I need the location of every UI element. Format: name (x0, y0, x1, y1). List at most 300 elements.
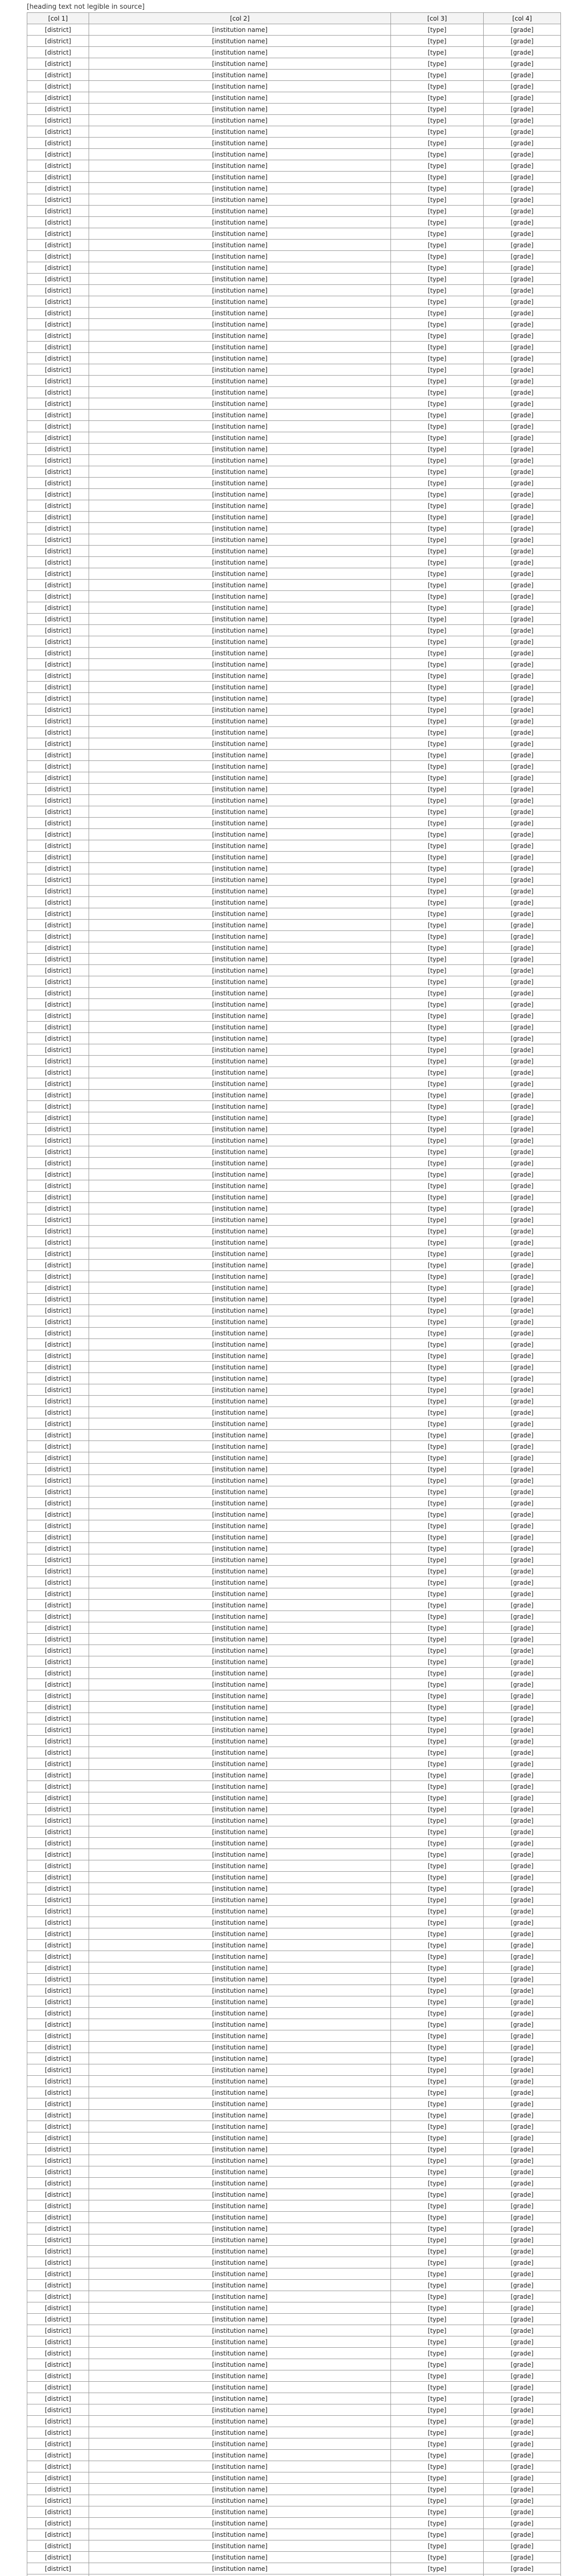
cell-district: [district] (27, 1826, 89, 1838)
cell-grade: [grade] (484, 1724, 561, 1736)
cell-district: [district] (27, 330, 89, 342)
table-row (27, 750, 561, 761)
cell-district: [district] (27, 750, 89, 761)
cell-institution-name: [institution name] (89, 1214, 391, 1226)
table-row (27, 874, 561, 886)
cell-grade: [grade] (484, 772, 561, 784)
cell-grade: [grade] (484, 1713, 561, 1724)
cell-institution-name: [institution name] (89, 1418, 391, 1430)
cell-institution-type: [type] (391, 1407, 484, 1418)
cell-institution-name: [institution name] (89, 432, 391, 444)
cell-grade: [grade] (484, 285, 561, 296)
cell-institution-type: [type] (391, 2484, 484, 2495)
cell-grade: [grade] (484, 2325, 561, 2336)
cell-institution-type: [type] (391, 1747, 484, 1758)
cell-district: [district] (27, 217, 89, 228)
cell-institution-name: [institution name] (89, 1328, 391, 1339)
cell-district: [district] (27, 478, 89, 489)
cell-grade: [grade] (484, 296, 561, 308)
cell-district: [district] (27, 988, 89, 999)
table-row (27, 1214, 561, 1226)
table-row (27, 1316, 561, 1328)
cell-district: [district] (27, 2540, 89, 2552)
cell-district: [district] (27, 1339, 89, 1350)
table-row (27, 1974, 561, 1985)
cell-institution-name: [institution name] (89, 614, 391, 625)
cell-district: [district] (27, 2450, 89, 2461)
table-row (27, 1781, 561, 1792)
cell-grade: [grade] (484, 648, 561, 659)
cell-institution-name: [institution name] (89, 534, 391, 546)
cell-grade: [grade] (484, 682, 561, 693)
cell-institution-name: [institution name] (89, 965, 391, 976)
cell-institution-type: [type] (391, 1940, 484, 1951)
cell-institution-type: [type] (391, 2563, 484, 2574)
table-row (27, 1078, 561, 1090)
cell-institution-type: [type] (391, 2438, 484, 2450)
cell-institution-name: [institution name] (89, 1634, 391, 1645)
cell-institution-name: [institution name] (89, 1974, 391, 1985)
cell-grade: [grade] (484, 2212, 561, 2223)
table-row (27, 2246, 561, 2257)
table-row (27, 2098, 561, 2110)
cell-institution-type: [type] (391, 2223, 484, 2234)
cell-institution-type: [type] (391, 1316, 484, 1328)
cell-grade: [grade] (484, 704, 561, 716)
cell-grade: [grade] (484, 92, 561, 104)
cell-institution-type: [type] (391, 1237, 484, 1248)
cell-district: [district] (27, 2121, 89, 2132)
cell-grade: [grade] (484, 1112, 561, 1124)
cell-institution-type: [type] (391, 2200, 484, 2212)
cell-institution-name: [institution name] (89, 240, 391, 251)
cell-institution-type: [type] (391, 1464, 484, 1475)
cell-district: [district] (27, 1985, 89, 1996)
cell-institution-name: [institution name] (89, 421, 391, 432)
cell-institution-name: [institution name] (89, 1441, 391, 1452)
cell-grade: [grade] (484, 2472, 561, 2484)
cell-grade: [grade] (484, 1384, 561, 1396)
cell-institution-name: [institution name] (89, 1180, 391, 1192)
cell-institution-type: [type] (391, 1305, 484, 1316)
cell-grade: [grade] (484, 1838, 561, 1849)
table-row (27, 2178, 561, 2189)
cell-institution-name: [institution name] (89, 1339, 391, 1350)
cell-grade: [grade] (484, 2393, 561, 2404)
table-row (27, 1044, 561, 1056)
table-row (27, 1135, 561, 1146)
table-row (27, 523, 561, 534)
cell-institution-name: [institution name] (89, 2200, 391, 2212)
cell-district: [district] (27, 840, 89, 852)
cell-institution-name: [institution name] (89, 1577, 391, 1588)
cell-institution-type: [type] (391, 217, 484, 228)
table-row (27, 1056, 561, 1067)
table-row (27, 1090, 561, 1101)
cell-institution-type: [type] (391, 1804, 484, 1815)
cell-institution-name: [institution name] (89, 1010, 391, 1022)
cell-grade: [grade] (484, 2144, 561, 2155)
table-row (27, 1679, 561, 1690)
cell-institution-name: [institution name] (89, 693, 391, 704)
cell-institution-name: [institution name] (89, 500, 391, 512)
table-row (27, 2552, 561, 2563)
cell-institution-name: [institution name] (89, 92, 391, 104)
cell-institution-type: [type] (391, 1112, 484, 1124)
cell-institution-name (89, 2574, 391, 2576)
table-row (27, 2359, 561, 2370)
cell-institution-name: [institution name] (89, 999, 391, 1010)
cell-institution-type: [type] (391, 1373, 484, 1384)
cell-institution-type: [type] (391, 2291, 484, 2302)
cell-institution-type: [type] (391, 716, 484, 727)
cell-institution-type: [type] (391, 580, 484, 591)
cell-institution-type: [type] (391, 2540, 484, 2552)
table-row (27, 954, 561, 965)
cell-district: [district] (27, 2336, 89, 2348)
cell-district: [district] (27, 2189, 89, 2200)
cell-grade: [grade] (484, 2178, 561, 2189)
cell-grade: [grade] (484, 852, 561, 863)
cell-institution-name: [institution name] (89, 1067, 391, 1078)
cell-institution-type: [type] (391, 1554, 484, 1566)
cell-institution-type: [type] (391, 149, 484, 160)
cell-district: [district] (27, 183, 89, 194)
cell-institution-name: [institution name] (89, 47, 391, 58)
cell-institution-name: [institution name] (89, 1294, 391, 1305)
cell-institution-type: [type] (391, 70, 484, 81)
cell-institution-type: [type] (391, 1894, 484, 1906)
cell-district: [district] (27, 1294, 89, 1305)
cell-institution-name: [institution name] (89, 1543, 391, 1554)
cell-district: [district] (27, 1022, 89, 1033)
cell-grade: [grade] (484, 591, 561, 602)
cell-institution-type: [type] (391, 2359, 484, 2370)
cell-district: [district] (27, 160, 89, 172)
cell-institution-name: [institution name] (89, 2302, 391, 2314)
cell-institution-type: [type] (391, 172, 484, 183)
cell-district: [district] (27, 682, 89, 693)
table-row (27, 2325, 561, 2336)
cell-institution-type: [type] (391, 1430, 484, 1441)
cell-district: [district] (27, 2132, 89, 2144)
table-row (27, 2155, 561, 2166)
table-row (27, 1951, 561, 1962)
cell-grade: [grade] (484, 2223, 561, 2234)
cell-district: [district] (27, 1554, 89, 1566)
cell-institution-name: [institution name] (89, 727, 391, 738)
cell-district: [district] (27, 206, 89, 217)
cell-institution-name: [institution name] (89, 126, 391, 138)
cell-institution-name: [institution name] (89, 523, 391, 534)
cell-institution-type: [type] (391, 727, 484, 738)
cell-district: [district] (27, 353, 89, 364)
cell-institution-type: [type] (391, 2178, 484, 2189)
cell-institution-name: [institution name] (89, 115, 391, 126)
cell-grade: [grade] (484, 1339, 561, 1350)
cell-institution-name: [institution name] (89, 1384, 391, 1396)
cell-district: [district] (27, 954, 89, 965)
cell-grade: [grade] (484, 58, 561, 70)
cell-institution-name: [institution name] (89, 1724, 391, 1736)
cell-district: [district] (27, 908, 89, 920)
table-row (27, 897, 561, 908)
cell-district: [district] (27, 2268, 89, 2280)
table-row (27, 1690, 561, 1702)
cell-grade: [grade] (484, 364, 561, 376)
cell-institution-name: [institution name] (89, 625, 391, 636)
cell-institution-name: [institution name] (89, 398, 391, 410)
table-row (27, 2144, 561, 2155)
table-row (27, 704, 561, 716)
table-row (27, 1101, 561, 1112)
cell-grade: [grade] (484, 319, 561, 330)
cell-district: [district] (27, 2064, 89, 2076)
cell-district: [district] (27, 24, 89, 36)
cell-district: [district] (27, 1566, 89, 1577)
table-row (27, 1441, 561, 1452)
cell-grade: [grade] (484, 172, 561, 183)
table-row (27, 1328, 561, 1339)
cell-district: [district] (27, 1305, 89, 1316)
cell-institution-type: [type] (391, 602, 484, 614)
cell-institution-type: [type] (391, 1158, 484, 1169)
cell-institution-type: [type] (391, 1452, 484, 1464)
cell-institution-type: [type] (391, 2336, 484, 2348)
table-row (27, 1622, 561, 1634)
cell-institution-type: [type] (391, 2257, 484, 2268)
table-row (27, 1486, 561, 1498)
cell-district: [district] (27, 262, 89, 274)
table-row (27, 126, 561, 138)
cell-institution-name: [institution name] (89, 1158, 391, 1169)
cell-district: [district] (27, 2166, 89, 2178)
cell-institution-type: [type] (391, 2393, 484, 2404)
cell-district: [district] (27, 2404, 89, 2416)
cell-district: [district] (27, 1090, 89, 1101)
table-row (27, 466, 561, 478)
cell-grade: [grade] (484, 2030, 561, 2042)
cell-district: [district] (27, 1962, 89, 1974)
cell-institution-type: [type] (391, 1067, 484, 1078)
cell-institution-type: [type] (391, 251, 484, 262)
table-row (27, 1917, 561, 1928)
table-row (27, 2132, 561, 2144)
cell-institution-name: [institution name] (89, 342, 391, 353)
table-row (27, 228, 561, 240)
cell-district: [district] (27, 1418, 89, 1430)
cell-grade: [grade] (484, 2246, 561, 2257)
cell-institution-name: [institution name] (89, 285, 391, 296)
cell-district: [district] (27, 1044, 89, 1056)
table-row (27, 2268, 561, 2280)
cell-institution-type: [type] (391, 1044, 484, 1056)
cell-institution-name: [institution name] (89, 602, 391, 614)
cell-grade: [grade] (484, 761, 561, 772)
cell-district: [district] (27, 1532, 89, 1543)
cell-institution-name: [institution name] (89, 1656, 391, 1668)
cell-district: [district] (27, 2246, 89, 2257)
cell-district: [district] (27, 546, 89, 557)
cell-institution-name: [institution name] (89, 2495, 391, 2506)
cell-institution-type: [type] (391, 1622, 484, 1634)
cell-district: [district] (27, 500, 89, 512)
table-row (27, 319, 561, 330)
cell-institution-name: [institution name] (89, 1033, 391, 1044)
cell-institution-name: [institution name] (89, 274, 391, 285)
cell-institution-type: [type] (391, 1248, 484, 1260)
cell-district: [district] (27, 1475, 89, 1486)
cell-institution-name: [institution name] (89, 2223, 391, 2234)
cell-grade: [grade] (484, 2506, 561, 2518)
cell-grade: [grade] (484, 897, 561, 908)
cell-grade: [grade] (484, 2416, 561, 2427)
cell-grade: [grade] (484, 2076, 561, 2087)
cell-institution-type: [type] (391, 2416, 484, 2427)
cell-grade: [grade] (484, 330, 561, 342)
cell-grade: [grade] (484, 1010, 561, 1022)
cell-grade: [grade] (484, 2404, 561, 2416)
cell-institution-name: [institution name] (89, 580, 391, 591)
cell-institution-name: [institution name] (89, 886, 391, 897)
cell-institution-name: [institution name] (89, 1883, 391, 1894)
cell-institution-name: [institution name] (89, 852, 391, 863)
cell-grade: [grade] (484, 523, 561, 534)
table-row (27, 512, 561, 523)
cell-district: [district] (27, 58, 89, 70)
table-row (27, 2087, 561, 2098)
table-row (27, 1520, 561, 1532)
cell-institution-name: [institution name] (89, 1396, 391, 1407)
table-row (27, 852, 561, 863)
cell-institution-name: [institution name] (89, 478, 391, 489)
cell-grade: [grade] (484, 580, 561, 591)
table-row (27, 285, 561, 296)
cell-district: [district] (27, 1634, 89, 1645)
cell-district: [district] (27, 2178, 89, 2189)
cell-grade: [grade] (484, 1146, 561, 1158)
table-row (27, 2461, 561, 2472)
cell-grade: [grade] (484, 614, 561, 625)
cell-institution-type: [type] (391, 591, 484, 602)
cell-grade: [grade] (484, 1543, 561, 1554)
table-row (27, 1736, 561, 1747)
cell-grade: [grade] (484, 1849, 561, 1860)
cell-institution-name: [institution name] (89, 1509, 391, 1520)
cell-district: [district] (27, 410, 89, 421)
table-row (27, 2121, 561, 2132)
cell-institution-type: [type] (391, 1101, 484, 1112)
cell-grade: [grade] (484, 1928, 561, 1940)
table-row (27, 648, 561, 659)
cell-district: [district] (27, 2291, 89, 2302)
table-row (27, 1566, 561, 1577)
cell-district: [district] (27, 863, 89, 874)
cell-institution-name: [institution name] (89, 104, 391, 115)
cell-district: [district] (27, 1690, 89, 1702)
table-row (27, 2110, 561, 2121)
cell-institution-name: [institution name] (89, 1940, 391, 1951)
cell-institution-type: [type] (391, 614, 484, 625)
table-row (27, 1815, 561, 1826)
cell-institution-type: [type] (391, 931, 484, 942)
cell-institution-name: [institution name] (89, 376, 391, 387)
cell-institution-type: [type] (391, 2506, 484, 2518)
cell-institution-type: [type] (391, 1475, 484, 1486)
cell-institution-name: [institution name] (89, 2314, 391, 2325)
cell-grade: [grade] (484, 2166, 561, 2178)
cell-grade: [grade] (484, 931, 561, 942)
cell-institution-name: [institution name] (89, 874, 391, 886)
table-row (27, 1146, 561, 1158)
cell-grade: [grade] (484, 160, 561, 172)
cell-grade: [grade] (484, 954, 561, 965)
cell-district: [district] (27, 2348, 89, 2359)
cell-grade: [grade] (484, 829, 561, 840)
cell-grade: [grade] (484, 353, 561, 364)
cell-institution-type: [type] (391, 274, 484, 285)
cell-institution-name: [institution name] (89, 988, 391, 999)
cell-district: [district] (27, 1498, 89, 1509)
cell-institution-name: [institution name] (89, 353, 391, 364)
cell-institution-name: [institution name] (89, 659, 391, 670)
cell-district: [district] (27, 965, 89, 976)
cell-institution-name: [institution name] (89, 1781, 391, 1792)
cell-grade: [grade] (484, 2132, 561, 2144)
cell-institution-type: [type] (391, 1702, 484, 1713)
cell-institution-name: [institution name] (89, 2053, 391, 2064)
cell-institution-type: [type] (391, 2234, 484, 2246)
cell-district: [district] (27, 104, 89, 115)
cell-institution-type: [type] (391, 1078, 484, 1090)
table-row (27, 1237, 561, 1248)
table-row (27, 342, 561, 353)
cell-district: [district] (27, 81, 89, 92)
cell-district: [district] (27, 455, 89, 466)
cell-grade: [grade] (484, 2336, 561, 2348)
table-row (27, 784, 561, 795)
cell-grade: [grade] (484, 1282, 561, 1294)
cell-district: [district] (27, 2495, 89, 2506)
cell-institution-type: [type] (391, 228, 484, 240)
cell-institution-name: [institution name] (89, 1838, 391, 1849)
cell-grade: [grade] (484, 942, 561, 954)
cell-institution-type: [type] (391, 2019, 484, 2030)
cell-institution-type: [type] (391, 2552, 484, 2563)
table-row (27, 2189, 561, 2200)
cell-institution-type: [type] (391, 1668, 484, 1679)
cell-grade: [grade] (484, 534, 561, 546)
cell-district: [district] (27, 2302, 89, 2314)
cell-district: [district] (27, 1928, 89, 1940)
cell-district: [district] (27, 716, 89, 727)
cell-institution-type: [type] (391, 965, 484, 976)
table-row (27, 965, 561, 976)
cell-institution-name: [institution name] (89, 296, 391, 308)
table-row (27, 761, 561, 772)
cell-institution-type: [type] (391, 1713, 484, 1724)
cell-institution-name: [institution name] (89, 2291, 391, 2302)
cell-grade: [grade] (484, 1554, 561, 1566)
cell-district: [district] (27, 1362, 89, 1373)
cell-district: [district] (27, 296, 89, 308)
cell-grade: [grade] (484, 2529, 561, 2540)
cell-institution-type: [type] (391, 1634, 484, 1645)
cell-district: [district] (27, 444, 89, 455)
cell-district: [district] (27, 874, 89, 886)
cell-district (27, 2574, 89, 2576)
table-row (27, 2382, 561, 2393)
